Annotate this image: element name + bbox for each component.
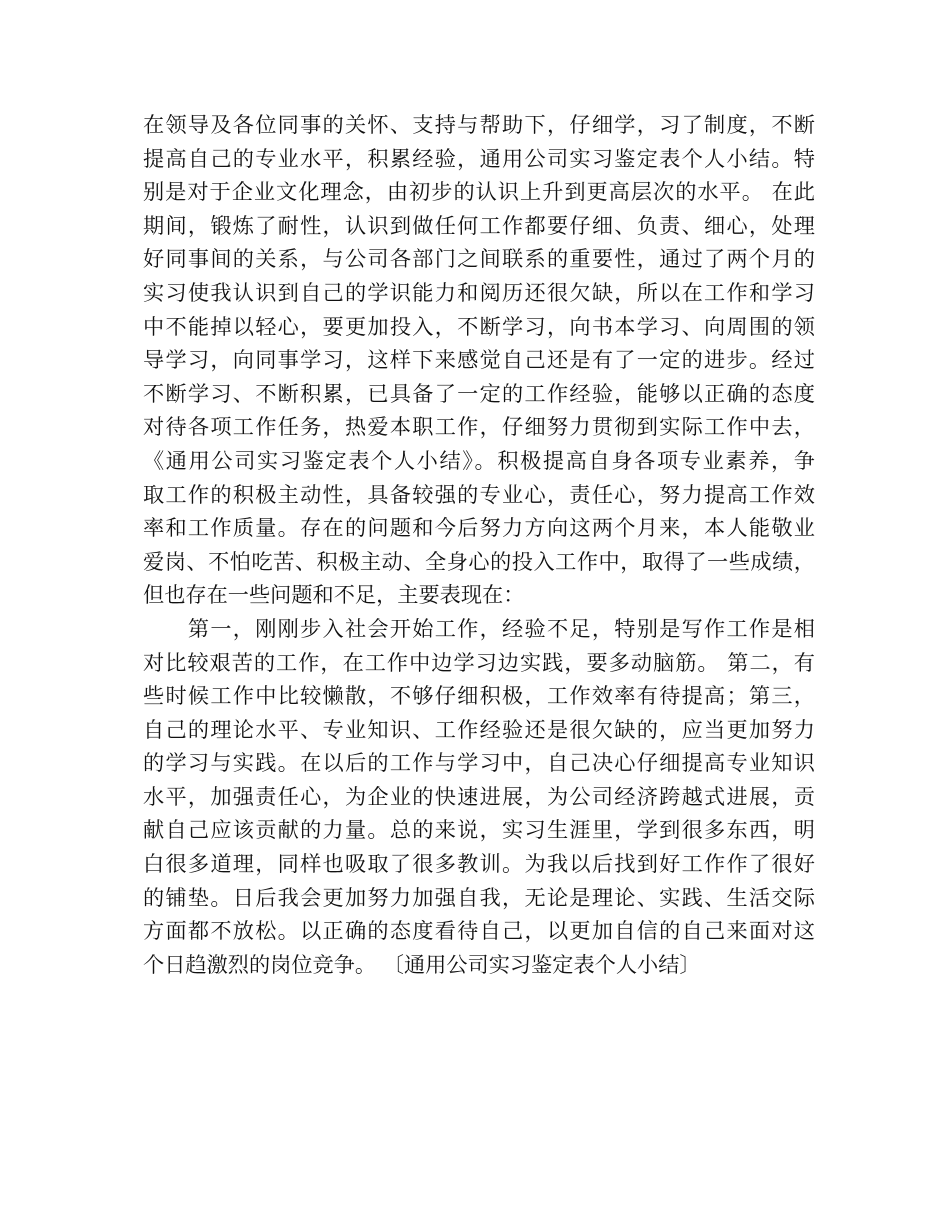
text-line: 好同事间的关系，与公司各部门之间联系的重要性，通过了两个月的 [143,246,815,272]
text-line: 献自己应该贡献的力量。总的来说，实习生涯里，学到很多东西，明 [143,817,815,843]
text-line: 率和工作质量。存在的问题和今后努力方向这两个月来，本人能敬业 [143,515,815,541]
paragraph [143,108,815,612]
text-line: 个日趋激烈的岗位竞争。 〔通用公司实习鉴定表个人小结〕 [143,951,701,977]
text-line: 不断学习、不断积累，已具备了一定的工作经验，能够以正确的态度 [143,380,815,406]
text-line: 提高自己的专业水平，积累经验，通用公司实习鉴定表个人小结。特 [143,145,815,171]
text-line: 《通用公司实习鉴定表个人小结》。积极提高自身各项专业素养，争 [143,447,815,473]
text-line: 导学习，向同事学习，这样下来感觉自己还是有了一定的进步。经过 [143,347,815,373]
text-line: 自己的理论水平、专业知识、工作经验还是很欠缺的，应当更加努力 [143,716,815,742]
text-line: 对比较艰苦的工作，在工作中边学习边实践，要多动脑筋。 第二，有 [143,649,815,675]
paragraph [143,612,815,982]
text-line: 水平，加强责任心，为企业的快速进展，为公司经济跨越式进展，贡 [143,783,815,809]
text-line: 对待各项工作任务，热爱本职工作，仔细努力贯彻到实际工作中去， [143,414,815,440]
text-line: 取工作的积极主动性，具备较强的专业心，责任心，努力提高工作效 [143,481,815,507]
text-line: 爱岗、不怕吃苦、积极主动、全身心的投入工作中，取得了一些成绩， [143,548,815,574]
text-line: 实习使我认识到自己的学识能力和阅历还很欠缺，所以在工作和学习 [143,279,815,305]
text-line: 中不能掉以轻心，要更加投入，不断学习，向书本学习、向周围的领 [143,313,815,339]
text-line: 但也存在一些问题和不足，主要表现在： [143,582,525,608]
text-line: 期间，锻炼了耐性，认识到做任何工作都要仔细、负责、细心，处理 [143,212,815,238]
text-line: 方面都不放松。以正确的态度看待自己，以更加自信的自己来面对这 [143,918,815,944]
text-line: 的铺垫。日后我会更加努力加强自我，无论是理论、实践、生活交际 [143,884,815,910]
text-line: 在领导及各位同事的关怀、支持与帮助下，仔细学，习了制度，不断 [143,112,815,137]
text-line: 第一，刚刚步入社会开始工作，经验不足，特别是写作工作是相 [143,615,815,641]
text-line: 些时候工作中比较懒散，不够仔细积极，工作效率有待提高；第三， [143,683,815,709]
text-line: 白很多道理，同样也吸取了很多教训。为我以后找到好工作作了很好 [143,851,815,877]
document-body-text [143,108,815,981]
text-line: 别是对于企业文化理念，由初步的认识上升到更高层次的水平。 在此 [143,179,815,205]
text-line: 的学习与实践。在以后的工作与学习中，自己决心仔细提高专业知识 [143,750,815,776]
